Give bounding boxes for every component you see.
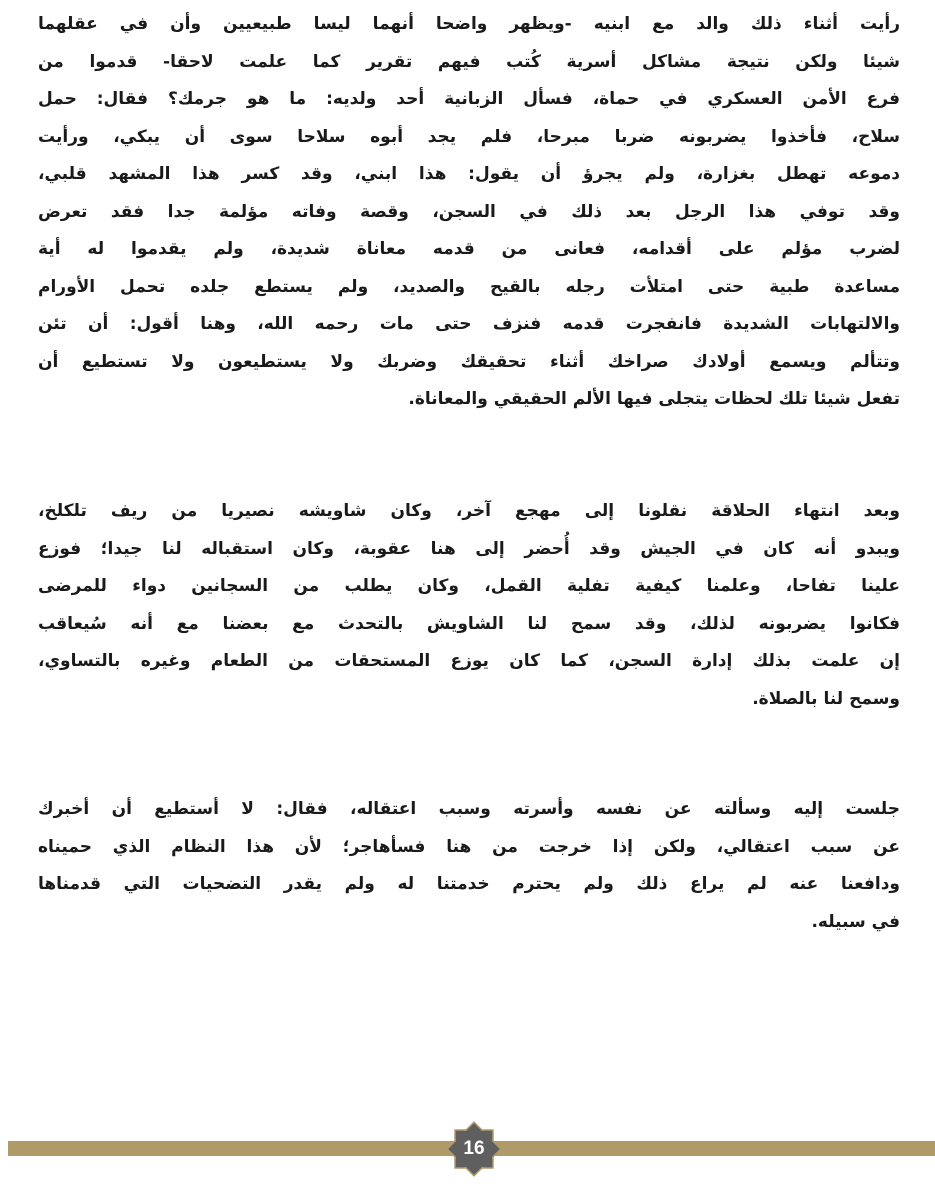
text-line: وتتألم ويسمع أولادك صراخك أثناء تحقيقك وضربك ولا يستطيعون ولا تستطيع أن	[38, 351, 900, 372]
text-line: عن سبب اعتقالي، ولكن إذا خرجت من هنا فسأهاجر؛ لأن هذا النظام الذي حميناه	[38, 836, 900, 857]
text-line: وبعد انتهاء الحلاقة نقلونا إلى مهجع آخر، وكان شاويشه نصيريا من ريف تلكلخ،	[38, 501, 900, 521]
text-line: تفعل شيئا تلك لحظات يتجلى فيها الألم الحقيقي والمعاناة.	[408, 389, 900, 409]
text-line: جلست إليه وسألته عن نفسه وأسرته وسبب اعتقاله، فقال: لا أستطيع أن أخبرك	[38, 799, 900, 819]
text-line: ودافعنا عنه لم يراع ذلك ولم يحترم خدمتنا له ولم يقدر التضحيات التي قدمناها	[38, 874, 900, 894]
text-line: والالتهابات الشديدة فانفجرت قدمه فنزف حتى مات رحمه الله، وهنا أقول: أن تئن	[38, 314, 900, 334]
text-line: علينا تفاحا، وعلمنا كيفية تفلية القمل، وكان يطلب من السجانين دواء للمرضى	[38, 576, 900, 596]
page-number: 16	[463, 1138, 485, 1159]
text-line: لضرب مؤلم على أقدامه، فعانى من قدمه معاناة شديدة، ولم يقدموا له أية	[38, 239, 900, 259]
paragraph-3	[38, 791, 900, 941]
text-line: فكانوا يضربونه لذلك، وقد سمح لنا الشاويش بالتحدث مع بعضنا مع أنه سُيعاقب	[38, 613, 900, 634]
paragraph-1	[38, 6, 900, 419]
text-line: وقد توفي هذا الرجل بعد ذلك في السجن، وقصة وفاته مؤلمة جدا فقد تعرض	[38, 201, 900, 222]
text-line: وسمح لنا بالصلاة.	[752, 688, 900, 709]
text-line: ويبدو أنه كان في الجيش وقد أُحضر إلى هنا عقوبة، وكان استقباله لنا جيدا؛ فوزع	[38, 538, 900, 559]
text-line: في سبيله.	[811, 911, 900, 932]
text-line: دموعه تهطل بغزارة، ولم يجرؤ أن يقول: هذا ابني، وقد كسر هذا المشهد قلبي،	[38, 164, 900, 184]
text-line: مساعدة طبية حتى امتلأت رجله بالقيح والصديد، ولم يستطع جلده تحمل الأورام	[38, 276, 900, 297]
text-line: شيئا ولكن نتيجة مشاكل أسرية كُتب فيهم تقرير كما علمت لاحقا- قدموا من	[38, 51, 900, 72]
paragraph-2	[38, 493, 900, 718]
text-line: رأيت أثناء ذلك والد مع ابنيه -ويظهر واضحا أنهما ليسا طبيعيين وأن في عقلهما	[38, 14, 900, 34]
text-line: إن علمت بذلك إدارة السجن، كما كان يوزع المستحقات من الطعام وغيره بالتساوي،	[38, 651, 900, 671]
text-line: سلاح، فأخذوا يضربونه ضربا مبرحا، فلم يجد أبوه سلاحا سوى أن يبكي، ورأيت	[38, 126, 900, 147]
text-line: فرع الأمن العسكري في حماة، فسأل الزبانية أحد ولديه: ما هو جرمك؟ فقال: حمل	[38, 89, 900, 109]
